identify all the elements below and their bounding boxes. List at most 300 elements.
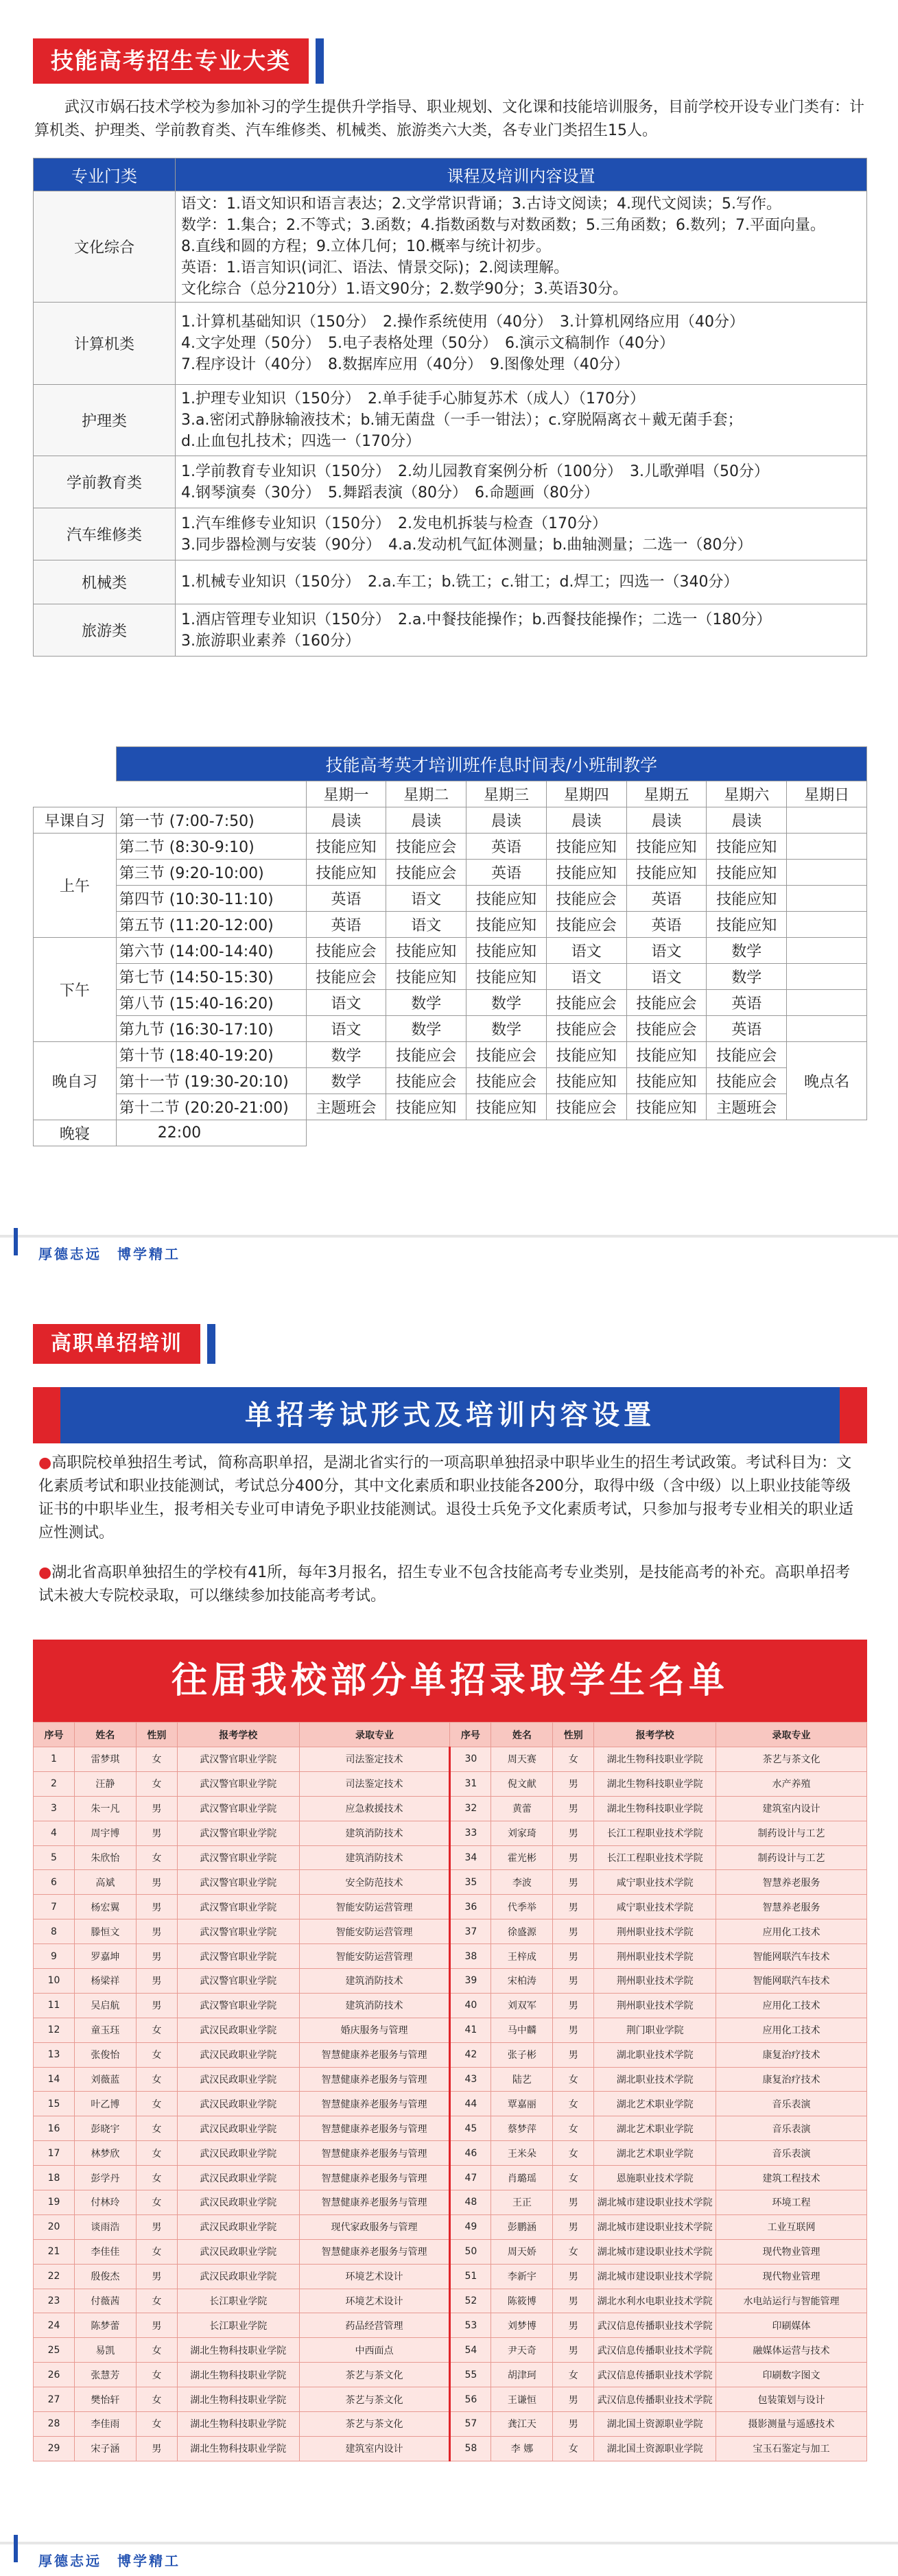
admission-cell: 武汉警官职业学院: [177, 1747, 299, 1772]
admission-cell: 31: [450, 1771, 491, 1796]
admission-cell: 2: [34, 1771, 75, 1796]
admission-cell: 46: [450, 2141, 491, 2166]
admission-cell: 周宇博: [74, 1821, 136, 1845]
admission-cell: 安全防范技术: [299, 1870, 450, 1895]
admission-cell: 42: [450, 2042, 491, 2067]
table-row: [34, 1993, 867, 2018]
admission-cell: 智能安防运营管理: [299, 1919, 450, 1944]
schedule-cell: 晨读: [386, 807, 466, 834]
admission-cell: 女: [553, 2363, 594, 2387]
schedule-cell: 技能应知: [466, 1094, 547, 1120]
admission-cell: 湖北生物科技职业学院: [177, 2338, 299, 2363]
admission-cell: 8: [34, 1919, 75, 1944]
admission-cell: 女: [136, 2042, 177, 2067]
admission-cell: 湖北生物科技职业学院: [177, 2412, 299, 2437]
schedule-cell: 技能应知: [707, 912, 787, 938]
admission-cell: 武汉警官职业学院: [177, 1969, 299, 1994]
admission-cell: 3: [34, 1796, 75, 1821]
admission-cell: 18: [34, 2166, 75, 2190]
schedule-cell: 数学: [306, 1068, 386, 1094]
schedule-cell: 技能应知: [707, 834, 787, 860]
admission-cell: 34: [450, 1845, 491, 1870]
admission-cell: 男: [553, 2190, 594, 2215]
schedule-cell: 技能应会: [707, 1042, 787, 1068]
major-content: [176, 560, 867, 604]
content-line: 1.计算机基础知识（150分） 2.操作系统使用（40分） 3.计算机网络应用（40分）: [181, 314, 744, 331]
admission-cell: 王正: [491, 2190, 553, 2215]
admission-cell: 女: [136, 2166, 177, 2190]
table-row: [34, 1821, 867, 1845]
schedule-cell: 技能应知: [386, 938, 466, 964]
admission-cell: 长江工程职业技术学院: [594, 1845, 716, 1870]
admission-cell: 张俊怡: [74, 2042, 136, 2067]
schedule-cell: 数学: [466, 990, 547, 1016]
admission-cell: 男: [136, 1870, 177, 1895]
admission-cell: 湖北国土资源职业学院: [594, 2436, 716, 2461]
schedule-cell: 语文: [546, 964, 626, 990]
admission-cell: 荆州职业技术学院: [594, 1993, 716, 2018]
admission-cell: 咸宁职业技术学院: [594, 1895, 716, 1919]
table-row: [34, 1944, 867, 1969]
schedule-cell: 技能应会: [626, 1016, 707, 1042]
admission-cell: 蔡梦萍: [491, 2116, 553, 2141]
content-line: 3.a.密闭式静脉输液技术；b.铺无菌盘（一手一钳法）；c.穿脱隔离衣＋戴无菌手套；: [181, 412, 743, 429]
admission-cell: 男: [136, 1895, 177, 1919]
admission-cell: 44: [450, 2092, 491, 2116]
sleep-time: 22:00: [116, 1120, 306, 1146]
schedule-cell: 晨读: [626, 807, 707, 834]
schedule-cell: [787, 834, 867, 860]
admission-cell: 应用化工技术: [716, 1919, 867, 1944]
schedule-cell: [787, 886, 867, 912]
admission-cell: 殷俊杰: [74, 2264, 136, 2289]
schedule-cell: 技能应会: [546, 912, 626, 938]
major-content: [176, 191, 867, 303]
schedule-cell: [787, 1016, 867, 1042]
schedule-cell: 英语: [707, 1016, 787, 1042]
admission-cell: 10: [34, 1969, 75, 1994]
admission-cell: 刘双军: [491, 1993, 553, 2018]
admission-cell: 刘梦博: [491, 2313, 553, 2338]
admission-cell: 肖璐瑶: [491, 2166, 553, 2190]
admission-cell: 建筑室内设计: [716, 1796, 867, 1821]
admission-cell: 38: [450, 1944, 491, 1969]
major-content: [176, 385, 867, 456]
content-line: 1.酒店管理专业知识（150分） 2.a.中餐技能操作；b.西餐技能操作；二选一（180分）: [181, 611, 772, 628]
admission-cell: 26: [34, 2363, 75, 2387]
admission-cell: 张慧芳: [74, 2363, 136, 2387]
schedule-cell: [787, 938, 867, 964]
admission-cell: 黄蕾: [491, 1796, 553, 1821]
schedule-cell: 技能应知: [707, 860, 787, 886]
admission-cell: 王谦恒: [491, 2387, 553, 2412]
content-line: 1.护理专业知识（150分） 2.单手徒手心肺复苏术（成人）（170分）: [181, 390, 645, 407]
admission-cell: 32: [450, 1796, 491, 1821]
admission-cell: 水产养殖: [716, 1771, 867, 1796]
admission-cell: 45: [450, 2116, 491, 2141]
admission-cell: 茶艺与茶文化: [299, 2387, 450, 2412]
admission-cell: 湖北艺术职业学院: [594, 2092, 716, 2116]
schedule-cell: 语文: [626, 938, 707, 964]
schedule-cell: 晨读: [466, 807, 547, 834]
admission-cell: 41: [450, 2018, 491, 2042]
major-content: [176, 604, 867, 657]
table-row: [34, 2387, 867, 2412]
admission-cell: 武汉警官职业学院: [177, 1993, 299, 2018]
day-header: 星期三: [466, 781, 547, 807]
admission-cell: 杨梁祥: [74, 1969, 136, 1994]
admission-cell: 周天娇: [491, 2239, 553, 2264]
admission-cell: 滕恒文: [74, 1919, 136, 1944]
period-label: 第十二节 (20:20-21:00): [116, 1094, 306, 1120]
admission-cell: 16: [34, 2116, 75, 2141]
admission-cell: 19: [34, 2190, 75, 2215]
admission-cell: 52: [450, 2289, 491, 2313]
schedule-cell: 技能应知: [386, 1094, 466, 1120]
table-row: [34, 1895, 867, 1919]
admission-cell: 女: [136, 1845, 177, 1870]
day-header: 星期日: [787, 781, 867, 807]
major-header-category: 专业门类: [34, 158, 176, 191]
admission-cell: 摄影测量与遥感技术: [716, 2412, 867, 2437]
schedule-cell: 数学: [386, 1016, 466, 1042]
admission-cell: 女: [136, 2141, 177, 2166]
content-line: 3.旅游职业素养（160分）: [181, 632, 360, 650]
schedule-cell: 技能应知: [306, 860, 386, 886]
admission-cell: 男: [553, 1993, 594, 2018]
admission-cell: 李新宇: [491, 2264, 553, 2289]
content-line: d.止血包扎技术；四选一（170分）: [181, 433, 421, 450]
schedule-cell: 技能应知: [626, 1068, 707, 1094]
admission-cell: 智慧健康养老服务与管理: [299, 2239, 450, 2264]
admission-cell: 药品经营管理: [299, 2313, 450, 2338]
schedule-cell: 数学: [707, 964, 787, 990]
schedule-cell: 技能应会: [546, 886, 626, 912]
admission-cell: 女: [136, 2018, 177, 2042]
table-row: [34, 2338, 867, 2363]
admission-cell: 印刷媒体: [716, 2313, 867, 2338]
admission-cell: 30: [450, 1747, 491, 1772]
admission-cell: 宋柏涛: [491, 1969, 553, 1994]
admission-cell: 李佳雨: [74, 2412, 136, 2437]
admission-cell: 武汉警官职业学院: [177, 1821, 299, 1845]
day-header: 星期二: [386, 781, 466, 807]
admission-cell: 女: [553, 2436, 594, 2461]
admission-cell: 23: [34, 2289, 75, 2313]
admission-cell: 汪静: [74, 1771, 136, 1796]
intro-paragraph: 武汉市娲石技术学校为参加补习的学生提供升学指导、职业规划、文化课和技能培训服务，目前学校开设专业门类有：计算机类、护理类、学前教育类、汽车维修类、机械类、旅游类六大类，各专业门类招生15人。: [34, 99, 865, 139]
admission-cell: 彭鹏涵: [491, 2214, 553, 2239]
admission-cell: 6: [34, 1870, 75, 1895]
admission-cell: 湖北艺术职业学院: [594, 2116, 716, 2141]
table-row: [34, 2264, 867, 2289]
admission-cell: 22: [34, 2264, 75, 2289]
admission-cell: 湖北生物科技职业学院: [594, 1796, 716, 1821]
content-line: 1.学前教育专业知识（150分） 2.幼儿园教育案例分析（100分） 3.儿歌弹唱（50分）: [181, 462, 769, 480]
schedule-cell: 英语: [707, 990, 787, 1016]
admission-cell: 女: [136, 2289, 177, 2313]
content-line: 7.程序设计（40分） 8.数据库应用（40分） 9.图像处理（40分）: [181, 356, 629, 373]
admission-cell: 智慧健康养老服务与管理: [299, 2141, 450, 2166]
schedule-cell: 数学: [386, 990, 466, 1016]
admission-cell: 武汉民政职业学院: [177, 2018, 299, 2042]
table-row: [34, 2092, 867, 2116]
admission-cell: 武汉信息传播职业技术学院: [594, 2387, 716, 2412]
admission-cell: 武汉民政职业学院: [177, 2166, 299, 2190]
admission-cell: 宝玉石鉴定与加工: [716, 2436, 867, 2461]
admission-cell: 武汉信息传播职业技术学院: [594, 2363, 716, 2387]
admission-cell: 代季举: [491, 1895, 553, 1919]
table-row: [34, 2289, 867, 2313]
table-row: [34, 1845, 867, 1870]
admission-cell: 男: [553, 1870, 594, 1895]
admission-cell: 朱欣怡: [74, 1845, 136, 1870]
admission-cell: 龚江天: [491, 2412, 553, 2437]
admission-cell: 男: [553, 2289, 594, 2313]
admission-cell: 53: [450, 2313, 491, 2338]
admission-cell: 智能安防运营管理: [299, 1895, 450, 1919]
table-row: [34, 1969, 867, 1994]
admission-cell: 荆门职业学院: [594, 2018, 716, 2042]
admission-cell: 水电站运行与智能管理: [716, 2289, 867, 2313]
admission-cell: 男: [553, 2313, 594, 2338]
schedule-cell: 技能应知: [546, 860, 626, 886]
admission-cell: 54: [450, 2338, 491, 2363]
admission-cell: 湖北生物科技职业学院: [177, 2436, 299, 2461]
admission-cell: 男: [136, 1993, 177, 2018]
admission-cell: 50: [450, 2239, 491, 2264]
content-line: 8.直线和圆的方程；9.立体几何；10.概率与统计初步。: [181, 238, 551, 255]
admission-cell: 环境工程: [716, 2190, 867, 2215]
table-row: [34, 2313, 867, 2338]
major-content: [176, 508, 867, 560]
admission-cell: 建筑消防技术: [299, 1821, 450, 1845]
day-header: 星期一: [306, 781, 386, 807]
admission-cell: 17: [34, 2141, 75, 2166]
admission-cell: 男: [136, 1796, 177, 1821]
schedule-cell: 主题班会: [306, 1094, 386, 1120]
group-label: 早课自习: [34, 807, 117, 834]
schedule-cell: 英语: [466, 834, 547, 860]
schedule-cell: 技能应会: [466, 1068, 547, 1094]
day-header: 星期六: [707, 781, 787, 807]
admission-cell: 茶艺与茶文化: [716, 1747, 867, 1772]
admission-cell: 女: [136, 2363, 177, 2387]
admission-cell: 彭晓宇: [74, 2116, 136, 2141]
admission-cell: 湖北艺术职业学院: [594, 2141, 716, 2166]
admission-cell: 应用化工技术: [716, 2018, 867, 2042]
admission-cell: 男: [553, 2338, 594, 2363]
schedule-cell: 技能应会: [546, 1094, 626, 1120]
admission-cell: 张子彬: [491, 2042, 553, 2067]
admission-cell: 康复治疗技术: [716, 2067, 867, 2092]
admission-cell: 25: [34, 2338, 75, 2363]
admission-cell: 武汉民政职业学院: [177, 2239, 299, 2264]
schedule-cell: [787, 912, 867, 938]
major-header-content: 课程及培训内容设置: [176, 158, 867, 191]
admission-cell: 女: [136, 2067, 177, 2092]
admission-cell: 武汉警官职业学院: [177, 1845, 299, 1870]
admission-cell: 女: [136, 2387, 177, 2412]
admission-cell: 智能安防运营管理: [299, 1944, 450, 1969]
major-category: 旅游类: [34, 604, 176, 657]
table-row: [34, 2042, 867, 2067]
admission-cell: 易凯: [74, 2338, 136, 2363]
content-line: 英语：1.语言知识(词汇、语法、情景交际)；2.阅读理解。: [181, 259, 569, 276]
footer: 厚德志远 博学精工: [0, 1235, 898, 1269]
admission-cell: 智慧健康养老服务与管理: [299, 2042, 450, 2067]
admission-cell: 长江职业学院: [177, 2313, 299, 2338]
admission-cell: 武汉民政职业学院: [177, 2092, 299, 2116]
admission-cell: 男: [553, 2264, 594, 2289]
admission-cell: 35: [450, 1870, 491, 1895]
table-row: [34, 2239, 867, 2264]
schedule-cell: 技能应知: [466, 964, 547, 990]
admission-cell: 杨宏翼: [74, 1895, 136, 1919]
admission-cell: 湖北城市建设职业技术学院: [594, 2264, 716, 2289]
admission-cell: 湖北生物科技职业学院: [177, 2387, 299, 2412]
major-table: [33, 158, 867, 657]
period-label: 第二节 (8:30-9:10): [116, 834, 306, 860]
admission-cell: 21: [34, 2239, 75, 2264]
admission-cell: 女: [553, 2239, 594, 2264]
group-label: 晚自习: [34, 1042, 117, 1120]
admission-cell: 倪文献: [491, 1771, 553, 1796]
schedule-cell: 语文: [626, 964, 707, 990]
admission-cell: 环境艺术设计: [299, 2289, 450, 2313]
schedule-table: [33, 746, 867, 1146]
admission-cell: 男: [553, 2412, 594, 2437]
admission-cell: 48: [450, 2190, 491, 2215]
admission-cell: 智慧健康养老服务与管理: [299, 2116, 450, 2141]
section-title-gaozhi: 高职单招培训: [33, 1324, 200, 1364]
schedule-cell: 技能应会: [546, 1016, 626, 1042]
schedule-cell: [787, 807, 867, 834]
schedule-title: 技能高考英才培训班作息时间表/小班制教学: [116, 747, 866, 781]
table-row: [34, 1919, 867, 1944]
table-row: [34, 2018, 867, 2042]
schedule-cell: [787, 860, 867, 886]
admission-cell: 武汉民政职业学院: [177, 2042, 299, 2067]
admission-cell: 建筑室内设计: [299, 2436, 450, 2461]
admission-cell: 宋子涵: [74, 2436, 136, 2461]
content-line: 4.文字处理（50分） 5.电子表格处理（50分） 6.演示文稿制作（40分）: [181, 335, 674, 352]
admission-cell: 武汉民政职业学院: [177, 2190, 299, 2215]
admission-cell: 男: [553, 2018, 594, 2042]
admission-cell: 制药设计与工艺: [716, 1821, 867, 1845]
admission-cell: 湖北水利水电职业技术学院: [594, 2289, 716, 2313]
admission-cell: 51: [450, 2264, 491, 2289]
admission-cell: 融媒体运营与技术: [716, 2338, 867, 2363]
period-label: 第七节 (14:50-15:30): [116, 964, 306, 990]
admission-cell: 男: [553, 1771, 594, 1796]
period-label: 第三节 (9:20-10:00): [116, 860, 306, 886]
content-line: 1.汽车维修专业知识（150分） 2.发电机拆装与检查（170分）: [181, 515, 607, 532]
admission-cell: 湖北生物科技职业学院: [594, 1771, 716, 1796]
schedule-cell: 技能应知: [546, 834, 626, 860]
admission-cell: 女: [136, 1747, 177, 1772]
table-row: [34, 2116, 867, 2141]
schedule-cell: 英语: [306, 886, 386, 912]
schedule-cell: 语文: [386, 912, 466, 938]
admission-cell: 恩施职业技术学院: [594, 2166, 716, 2190]
admission-cell: 女: [136, 2338, 177, 2363]
group-label: 晚寝: [34, 1120, 117, 1146]
schedule-cell: 技能应知: [386, 964, 466, 990]
admission-cell: 建筑消防技术: [299, 1969, 450, 1994]
admission-cell: 马中麟: [491, 2018, 553, 2042]
admission-cell: 陆艺: [491, 2067, 553, 2092]
admission-cell: 现代物业管理: [716, 2239, 867, 2264]
schedule-cell: [466, 1120, 547, 1146]
schedule-cell: 数学: [466, 1016, 547, 1042]
admission-cell: 武汉信息传播职业技术学院: [594, 2338, 716, 2363]
admission-cell: 女: [553, 2092, 594, 2116]
admission-cell: 男: [136, 1944, 177, 1969]
schedule-cell: 技能应会: [306, 964, 386, 990]
admission-cell: 58: [450, 2436, 491, 2461]
admission-cell: 司法鉴定技术: [299, 1747, 450, 1772]
admission-cell: 荆州职业技术学院: [594, 1919, 716, 1944]
admission-cell: 刘家琦: [491, 1821, 553, 1845]
admission-cell: 男: [553, 1796, 594, 1821]
admission-cell: 湖北城市建设职业技术学院: [594, 2190, 716, 2215]
admission-cell: 荆州职业技术学院: [594, 1969, 716, 1994]
admission-cell: 王梓成: [491, 1944, 553, 1969]
admission-cell: 57: [450, 2412, 491, 2437]
admission-cell: 建筑工程技术: [716, 2166, 867, 2190]
admission-cell: 男: [553, 1895, 594, 1919]
admission-cell: 5: [34, 1845, 75, 1870]
major-content: [176, 303, 867, 385]
admission-cell: 武汉警官职业学院: [177, 1771, 299, 1796]
admission-cell: 武汉民政职业学院: [177, 2141, 299, 2166]
group-label: 上午: [34, 834, 117, 938]
admission-cell: 现代物业管理: [716, 2264, 867, 2289]
schedule-cell: 技能应会: [466, 1042, 547, 1068]
admission-cell: 女: [553, 2166, 594, 2190]
period-label: 第六节 (14:00-14:40): [116, 938, 306, 964]
admission-cell: 朱一凡: [74, 1796, 136, 1821]
schedule-cell: [546, 1120, 626, 1146]
major-category: 汽车维修类: [34, 508, 176, 560]
admission-cell: 女: [136, 2190, 177, 2215]
admission-cell: 男: [553, 1919, 594, 1944]
admission-cell: 49: [450, 2214, 491, 2239]
day-header: 星期四: [546, 781, 626, 807]
admission-cell: 音乐表演: [716, 2092, 867, 2116]
admission-cell: 长江工程职业技术学院: [594, 1821, 716, 1845]
admission-cell: 湖北职业技术学院: [594, 2067, 716, 2092]
admission-cell: 王米朵: [491, 2141, 553, 2166]
admission-cell: 33: [450, 1821, 491, 1845]
admission-cell: 智能网联汽车技术: [716, 1944, 867, 1969]
schedule-cell: 技能应知: [626, 834, 707, 860]
schedule-cell: 技能应会: [626, 990, 707, 1016]
schedule-cell: 数学: [707, 938, 787, 964]
table-row: [34, 2214, 867, 2239]
period-label: 第五节 (11:20-12:00): [116, 912, 306, 938]
admission-cell: 音乐表演: [716, 2141, 867, 2166]
admission-cell: 女: [553, 2116, 594, 2141]
table-row: [34, 1796, 867, 1821]
admission-cell: 覃嘉丽: [491, 2092, 553, 2116]
period-label: 第一节 (7:00-7:50): [116, 807, 306, 834]
schedule-cell: 语文: [306, 1016, 386, 1042]
admission-cell: 男: [136, 2214, 177, 2239]
admission-cell: 4: [34, 1821, 75, 1845]
admission-cell: 12: [34, 2018, 75, 2042]
